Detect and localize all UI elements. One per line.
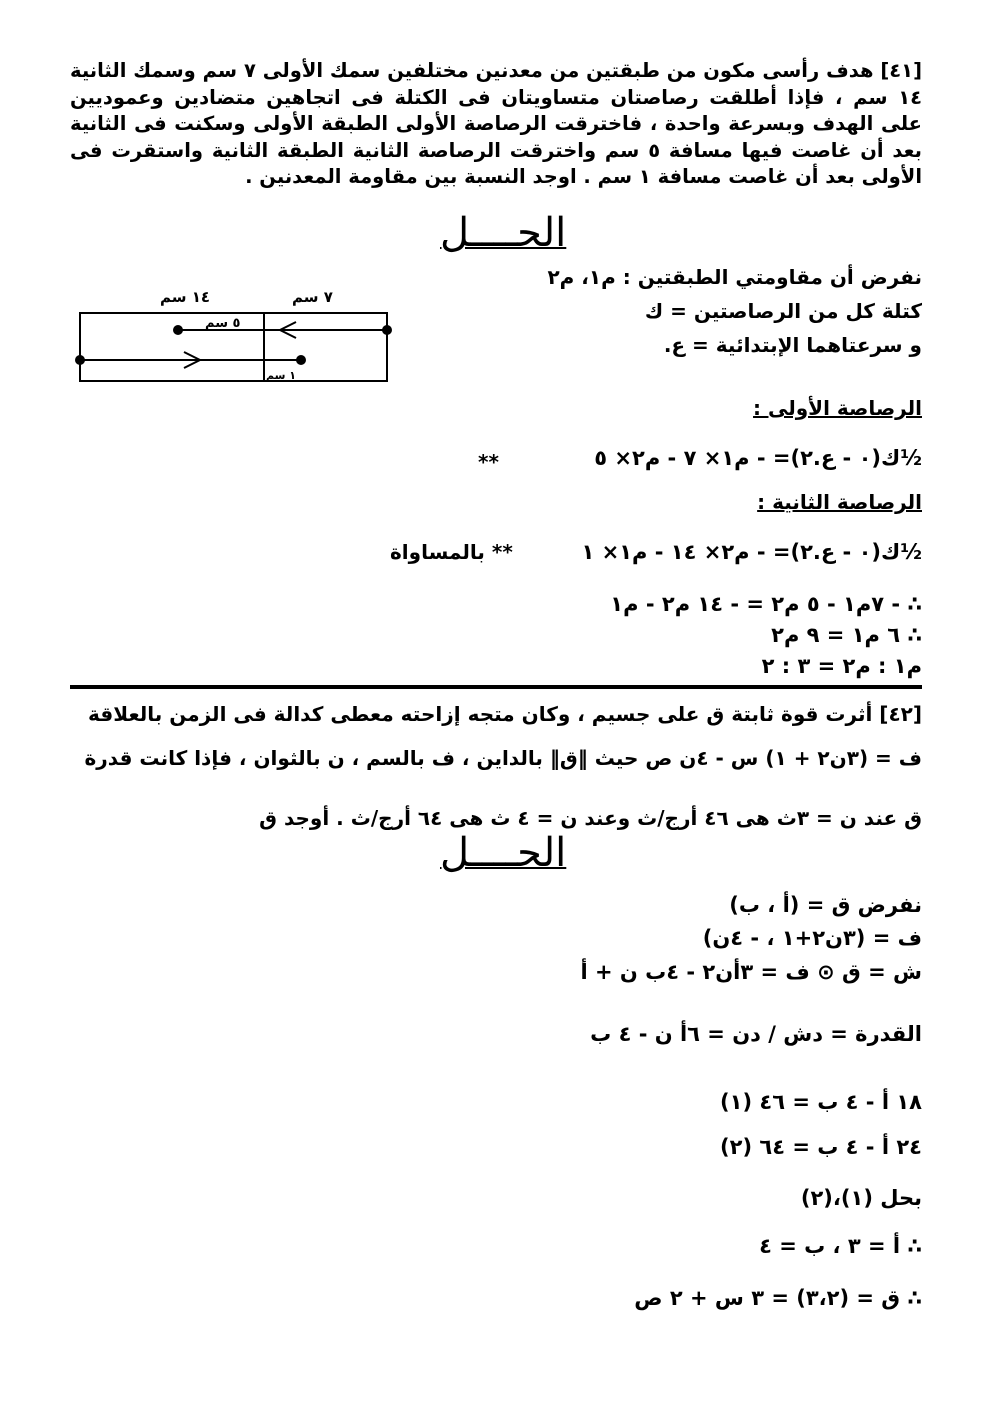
bullet1-heading: الرصاصة الأولى :	[753, 396, 922, 420]
bullet2-equation: ½ك(٠ - ع.٢)= - م٢× ١٤ - م١× ١	[581, 540, 922, 564]
label-7cm: ٧ سم	[292, 288, 333, 306]
step-2: ∴ ٦ م١ = ٩ م٢	[771, 623, 922, 647]
problem-42-line2: ف = (٣ن٢ + ١) س - ٤ن ص حيث ‖ق‖ بالداين ، ف بالسم ، ن بالثوان ، فإذا كانت قدرة	[84, 746, 922, 770]
label-14cm: ١٤ سم	[160, 288, 211, 306]
assumption-velocity: و سرعتاهما الإبتدائية = ع.	[663, 333, 922, 357]
problem-42-line3: ق عند ن = ٣ث هى ٤٦ أرج/ث وعند ن = ٤ ث هى ٦٤ أرج/ث . أوجد ق	[259, 806, 922, 830]
solution-title-41: الحــــل	[440, 210, 567, 256]
s42-solve: بحل (١)،(٢)	[800, 1186, 922, 1210]
bullet1-start	[382, 325, 392, 335]
label-1cm: ١ سم	[266, 369, 296, 382]
assumption-mass: كتلة كل من الرصاصتين = ك	[644, 299, 922, 323]
s42-power: القدرة = دش / دن = ٦أ ن - ٤ ب	[590, 1022, 922, 1046]
s42-assume: نفرض ق = (أ ، ب)	[729, 893, 922, 917]
bullet1-mark: **	[478, 450, 499, 474]
bullet2-mark: ** بالمساواة	[390, 540, 513, 564]
bullet2-stop	[296, 355, 306, 365]
problem-42-line1: [٤٢] أثرت قوة ثابتة ق على جسيم ، وكان متجه إزاحته معطى كدالة فى الزمن بالعلاقة	[88, 702, 922, 726]
step-3: م١ : م٢ = ٣ : ٢	[761, 654, 922, 678]
section-divider	[70, 685, 922, 689]
s42-force: ∴ ق = (٣،٢) = ٣ س + ٢ ص	[634, 1286, 922, 1310]
solution-title-42: الحــــل	[440, 830, 567, 876]
bullet1-stop	[173, 325, 183, 335]
s42-eq1: ١٨ أ - ٤ ب = ٤٦ (١)	[720, 1090, 922, 1114]
bullet1-equation: ½ك(٠ - ع.٢)= - م١× ٧ - م٢× ٥	[594, 446, 922, 470]
assumption-resistances: نفرض أن مقاومتي الطبقتين : م١، م٢	[547, 265, 922, 289]
s42-result: ∴ أ = ٣ ، ب = ٤	[759, 1234, 922, 1258]
problem-41-statement: [٤١] هدف رأسى مكون من طبقتين من معدنين مختلفين سمك الأولى ٧ سم وسمك الثانية ١٤ سم ، فإذا أطلقت رصاصتان متساويتان فى الكتلة فى اتجاهين متضادين وعموديين على الهدف وبسرعة واحدة ، فاخترقت الرصاصة الأولى الطبقة الأولى وسكنت فى الثانية بعد أن غاصت فيها مسافة ٥ سم واخترقت الرصاصة الثانية الطبقة الثانية واستقرت فى الأولى بعد أن غاصت مسافة ١ سم . اوجد النسبة بين مقاومة المعدنين .	[70, 59, 923, 188]
bullet2-start	[75, 355, 85, 365]
s42-eq2: ٢٤ أ - ٤ ب = ٦٤ (٢)	[720, 1135, 922, 1159]
bullet2-heading: الرصاصة الثانية :	[757, 490, 922, 514]
s42-work: ش = ق ⊙ ف = ٣أن٢ - ٤ب ن + أ	[580, 960, 922, 984]
layers-diagram	[70, 280, 400, 390]
s42-displacement: ف = (٣ن٢+١ ، - ٤ن)	[702, 926, 922, 950]
step-1: ∴ - ٧م١ - ٥ م٢ = - ١٤ م٢ - م١	[610, 592, 922, 616]
label-5cm: ٥ سم	[205, 316, 241, 331]
